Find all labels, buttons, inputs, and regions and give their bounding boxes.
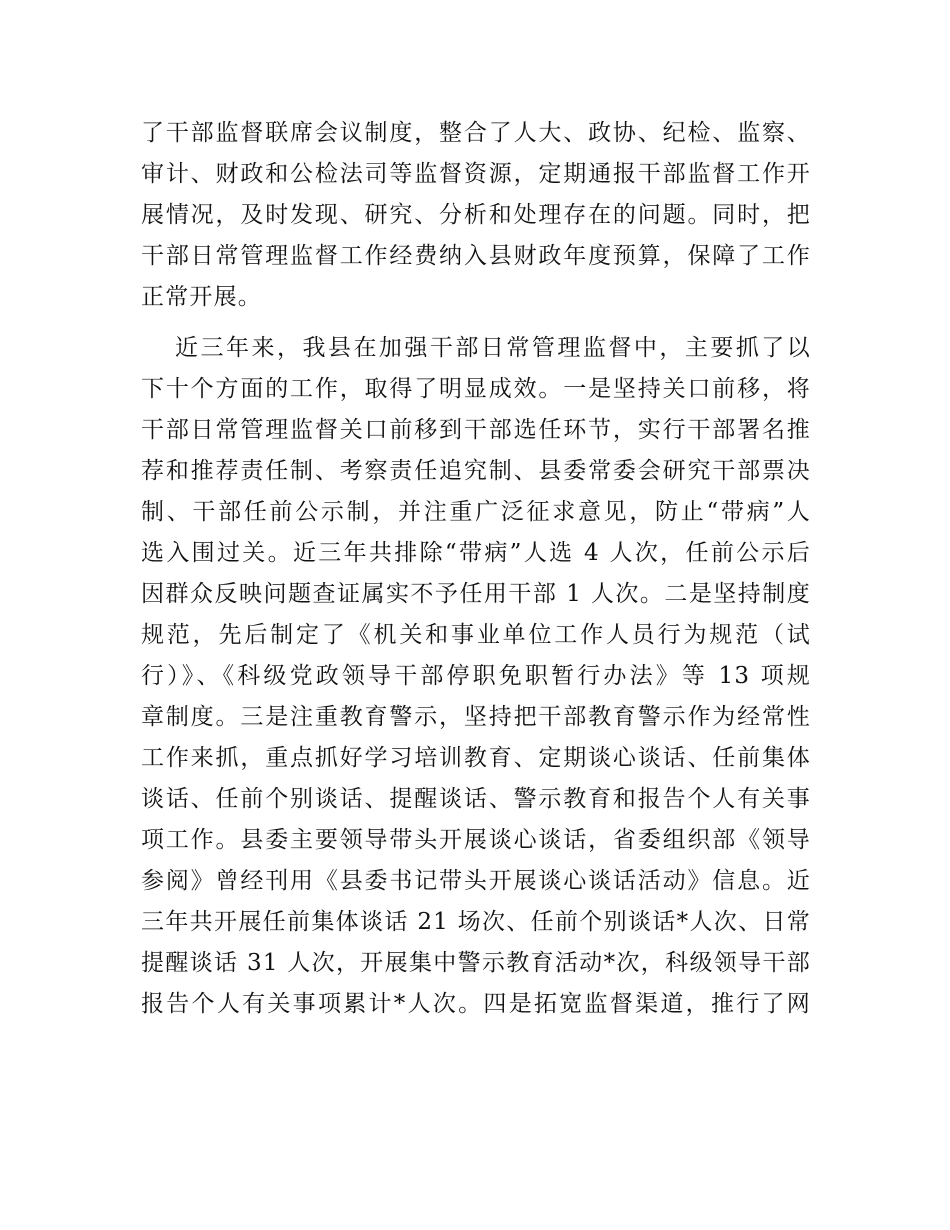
text-line: 三年共开展任前集体谈话 21 场次、任前个别谈话*人次、日常 — [141, 909, 811, 935]
text-line: 审计、财政和公检法司等监督资源，定期通报干部监督工作开 — [141, 161, 811, 187]
text-line: 因群众反映问题查证属实不予任用干部 1 人次。二是坚持制度 — [141, 581, 811, 607]
text-line: 荐和推荐责任制、考察责任追究制、县委常委会研究干部票决 — [141, 458, 811, 484]
text-line: 近三年来，我县在加强干部日常管理监督中，主要抓了以 — [175, 335, 811, 361]
paragraph-1 — [141, 113, 811, 318]
text-line: 参阅》曾经刊用《县委书记带头开展谈心谈话活动》信息。近 — [141, 868, 811, 894]
text-line: 报告个人有关事项累计*人次。四是拓宽监督渠道，推行了网 — [141, 991, 811, 1017]
text-line: 章制度。三是注重教育警示，坚持把干部教育警示作为经常性 — [141, 704, 811, 730]
body-text — [141, 113, 811, 1025]
text-line: 规范，先后制定了《机关和事业单位工作人员行为规范（试 — [141, 622, 811, 648]
text-line: 工作来抓，重点抓好学习培训教育、定期谈心谈话、任前集体 — [141, 745, 811, 771]
paragraph-2 — [141, 328, 811, 1025]
text-line: 谈话、任前个别谈话、提醒谈话、警示教育和报告个人有关事 — [141, 786, 811, 812]
text-line: 了干部监督联席会议制度，整合了人大、政协、纪检、监察、 — [141, 120, 811, 146]
text-line: 正常开展。 — [141, 284, 262, 310]
text-line: 展情况，及时发现、研究、分析和处理存在的问题。同时，把 — [141, 202, 811, 228]
text-line: 下十个方面的工作，取得了明显成效。一是坚持关口前移，将 — [141, 376, 811, 402]
text-line: 干部日常管理监督工作经费纳入县财政年度预算，保障了工作 — [141, 243, 811, 269]
text-line: 提醒谈话 31 人次，开展集中警示教育活动*次，科级领导干部 — [141, 950, 811, 976]
paragraph-gap — [141, 318, 811, 328]
text-line: 项工作。县委主要领导带头开展谈心谈话，省委组织部《领导 — [141, 827, 811, 853]
text-line: 选入围过关。近三年共排除“带病”人选 4 人次，任前公示后 — [141, 540, 811, 566]
text-line: 制、干部任前公示制，并注重广泛征求意见，防止“带病”人 — [141, 499, 811, 525]
text-line: 干部日常管理监督关口前移到干部选任环节，实行干部署名推 — [141, 417, 811, 443]
text-line: 行）》、《科级党政领导干部停职免职暂行办法》等 13 项规 — [141, 663, 811, 689]
